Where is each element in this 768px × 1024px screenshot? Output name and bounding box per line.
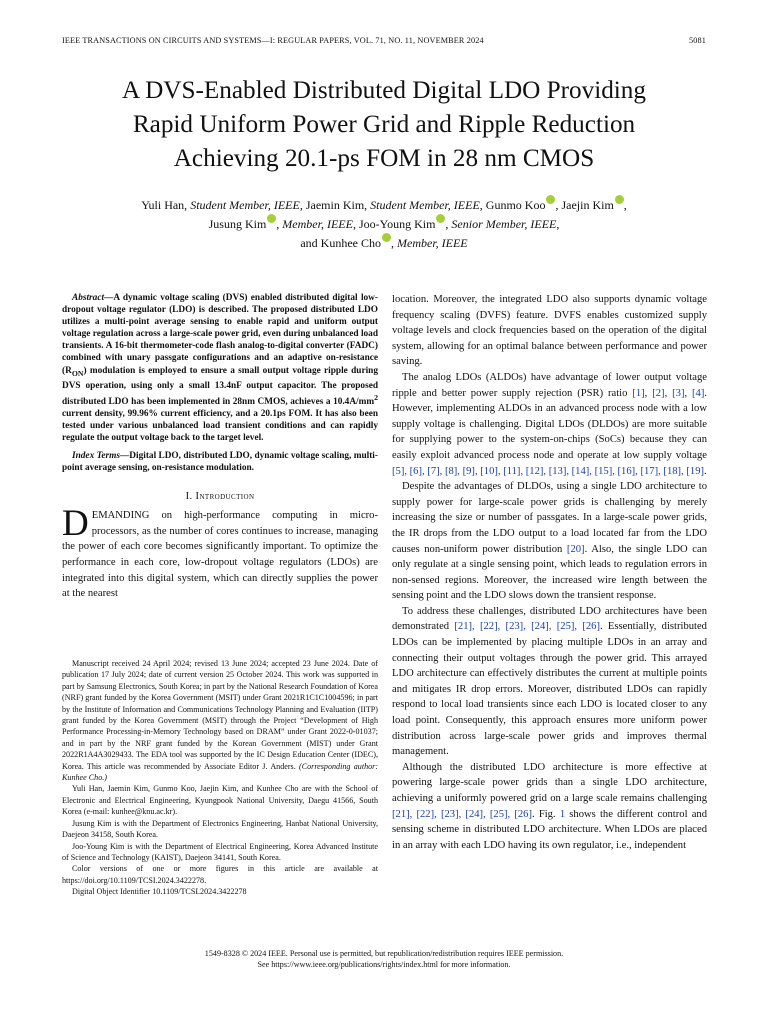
citation-link[interactable]: [1] [632, 387, 645, 399]
author-line-2: Jusung Kim , Member, IEEE, Joo-Young Kim , Senior Member, IEEE, [40, 214, 728, 233]
copyright-line: 1549-8328 © 2024 IEEE. Personal use is permitted, but republication/redistribution requires IEEE permission. [204, 949, 564, 958]
running-header [62, 36, 706, 45]
author-name: and Kunhee Cho [300, 236, 381, 250]
title-line-2: Rapid Uniform Power Grid and Ripple Reduction [132, 111, 636, 138]
footnote-funding: Manuscript received 24 April 2024; revised 13 June 2024; accepted 23 June 2024. Date of publication 17 July 2024; date of current version 25 October 2024. This work was supported in part by Samsung Electronics, South Korea; in part by the National Research Foundation of Korea (NRF) grant funded by the Korea Government (MSIT) under Grant 2021R1C1C1004596; in part by the Institute of Information and Communications Technology Planning and Evaluation (IITP) grant funded by the Korea Government (MSIT) through the Project “Development of High Performance Processing-in-Memory Technology based on DRAM” under Grant 2022-0-01037; and in part by the NRF grant funded by the Korean Government (MIST) under Grant 2022R1A4A3029433. The EDA tool was supported by the IC Design Education Center (IDEC), Korea. This article was recommended by Associate Editor J. Anders. (Corresponding author: Kunhee Cho.) [62, 659, 379, 783]
orcid-icon[interactable] [382, 233, 391, 242]
paper-title [40, 74, 728, 176]
rights-line: See https://www.ieee.org/publications/rights/index.html for more information. [257, 960, 511, 970]
body-paragraph: Although the distributed LDO architecture is more effective at powering large-scale power grids than a single LDO architecture, achieving a uniformly powered grid on a large scale remains challenging [21], [22], [23], [24], [25], [26]. Fig. 1 shows the different control and sensing scheme in distributed LDO architecture. When LDOs are placed in an array with each LDO having its own regulator, i.e., independent [392, 761, 707, 851]
right-column [392, 292, 707, 853]
author-line-3: and Kunhee Cho , Member, IEEE [40, 233, 728, 252]
section-heading: I. Introduction [185, 491, 255, 503]
citation-link[interactable]: [21], [22], [23], [24], [25], [26] [454, 621, 600, 633]
citation-link[interactable]: [20] [566, 543, 585, 555]
author-role: Member, IEEE [397, 236, 468, 250]
index-terms-label: Index Terms [72, 451, 120, 462]
title-line-3: Achieving 20.1-ps FOM in 28 nm CMOS [173, 145, 595, 172]
author-list [40, 195, 728, 252]
footnotes [62, 658, 378, 898]
footnote-affiliation: Joo-Young Kim is with the Department of Electrical Engineering, Korea Advanced Institute of Science and Technology (KAIST), Daejeon 34141, South Korea. [62, 841, 378, 862]
orcid-icon[interactable] [615, 195, 624, 204]
author-role: Student Member, IEEE [370, 198, 480, 212]
author-name: Joo-Young Kim [358, 217, 436, 231]
drop-cap: D [62, 503, 89, 545]
author-name: Jusung Kim [208, 217, 267, 231]
left-column [62, 292, 378, 602]
body-paragraph: Despite the advantages of DLDOs, using a single LDO architecture to supply power for large-scale power grids is challenging by merely increasing the size or number of passgates. In a large-scale power grids, the IR drops from the LDO output to a load located far from the LDO causes non-uniform power distribution [20]. Also, the single LDO can only regulate at a single sensing point, which leads to regulation errors in non-sensed regions. Moreover, the increased wire length between the sensing point and the LDO slows down the transient response. [392, 481, 707, 602]
abstract: Abstract—A dynamic voltage scaling (DVS) enabled distributed digital low-dropout voltage regulator (LDO) is described. The proposed distributed LDO utilizes a multi-point average sensing to enable rapid and uniform output voltage regulation across a large-scale power grid, even during unbalanced load transients. A 16-bit thermometer-code flash analog-to-digital converter (FADC) combined with unary passgate configurations and an adaptive on-resistance $(R_{ON})$ modulation is employed to ensure a small output voltage ripple during DVS operation, using only a small 13.4nF output capacitor. The proposed distributed LDO has been implemented in 28nm CMOS, achieves a $10.4A/mm^2$ current density, 99.96% current efficiency, and a 20.1ps FOM. It has also been tested under various unbalanced load transient conditions and can rapidly regulate the output voltage back to the target level. [62, 293, 378, 443]
author-name: Jaemin Kim, [305, 198, 368, 212]
footnote-affiliation: Yuli Han, Jaemin Kim, Gunmo Koo, Jaejin Kim, and Kunhee Cho are with the School of Electronic and Electrical Engineering, Kyungpook National University, Daegu 41566, South Korea (e-mail: kunhee@knu.ac.kr). [62, 784, 378, 817]
title-line-1: A DVS-Enabled Distributed Digital LDO Providing [122, 77, 646, 104]
author-role: Senior Member, IEEE [451, 217, 557, 231]
author-role: Member, IEEE [282, 217, 353, 231]
orcid-icon[interactable] [267, 214, 276, 223]
orcid-icon[interactable] [436, 214, 445, 223]
body-paragraph: To address these challenges, distributed LDO architectures have been demonstrated [21], [22], [23], [24], [25], [26]. Essentially, distributed LDOs can be implemented by placing multiple LDOs in an array and connecting their output voltages through the power grid. This arrayed LDO architecture can effectively distributes the current at multiple points and mitigates IR drop errors. Moreover, distributed LDOs can rapidly respond to local load transients since each LDO is located closer to any load point. Consequently, this approach ensures more uniform power distribution across large-scale power grids and improves thermal management. [392, 605, 707, 758]
footnote-affiliation: Jusung Kim is with the Department of Electronics Engineering, Hanbat National University, Daejeon 34158, South Korea. [62, 818, 378, 840]
author-name: Jaejin Kim [561, 198, 614, 212]
citation-link[interactable]: [5], [6], [7], [8], [9], [10], [11], [12], [13], [14], [15], [16], [17], [18], [19] [392, 465, 705, 477]
orcid-icon[interactable] [546, 195, 555, 204]
intro-paragraph: DEMANDING on high-performance computing in micro-processors, as the number of cores continues to increase, managing the power of each core becomes significantly important. To optimize the performance in each core, low-dropout voltage regulators (LDOs) are integrated into this digital system, which can directly supplies the power at the nearest [62, 503, 378, 600]
abstract-label: Abstract [72, 293, 105, 303]
author-name: Yuli Han, [141, 198, 188, 212]
journal-name: IEEE TRANSACTIONS ON CIRCUITS AND SYSTEMS—I: REGULAR PAPERS, VOL. 71, NO. 11, NOVEMBER 2024 [62, 36, 484, 45]
citation-link[interactable]: [21], [22], [23], [24], [25], [26] [392, 808, 533, 820]
author-line-1: Yuli Han, Student Member, IEEE, Jaemin Kim, Student Member, IEEE, Gunmo Koo , Jaejin Kim , [40, 195, 728, 214]
citation-link[interactable]: [4] [692, 387, 705, 399]
index-terms: Index Terms—Digital LDO, distributed LDO, dynamic voltage scaling, multi-point average sensing, on-resistance modulation. [62, 451, 378, 474]
footnote-doi: Digital Object Identifier 10.1109/TCSI.2024.3422278 [72, 887, 247, 897]
figure-link[interactable]: 1 [559, 808, 566, 820]
footnote-color: Color versions of one or more figures in this article are available at https://doi.org/10.1109/TCSI.2024.3422278. [62, 864, 378, 885]
author-role: Student Member, IEEE [190, 198, 300, 212]
citation-link[interactable]: [3] [672, 387, 685, 399]
body-paragraph: The analog LDOs (ALDOs) have advantage of lower output voltage ripple and better power supply rejection (PSR) ratio [1], [2], [3], [4]. However, implementing ALDOs in an advanced process node with a low supply voltage is challenging. Digital LDOs (DLDOs) are more suitable for supplying power to the system-on-chips (SoCs) because they can easily exploit advanced process node and operate at low supply voltage [5], [6], [7], [8], [9], [10], [11], [12], [13], [14], [15], [16], [17], [18], [19]. [392, 371, 708, 477]
citation-link[interactable]: [2] [652, 387, 665, 399]
copyright-footer [62, 948, 706, 971]
author-name: Gunmo Koo [485, 198, 546, 212]
page-number: 5081 [689, 36, 706, 45]
body-paragraph: location. Moreover, the integrated LDO also supports dynamic voltage frequency scaling (DVFS) feature. DVFS enables customized supply voltage levels and clock frequencies based on the operation of the digital system, allowing for an optimal balance between performance and power saving. [392, 294, 707, 368]
